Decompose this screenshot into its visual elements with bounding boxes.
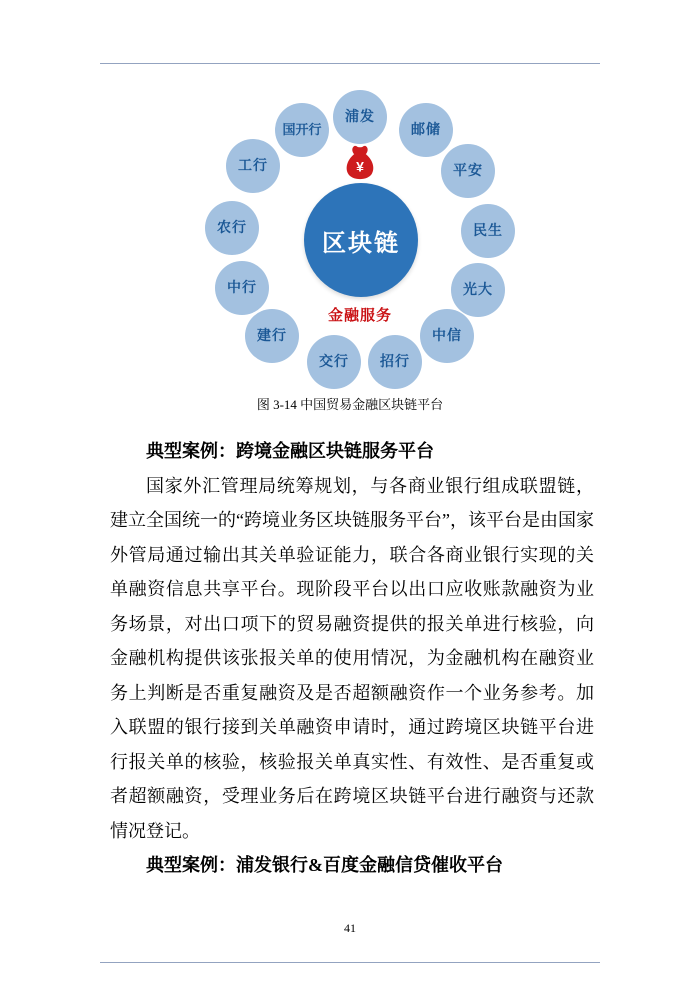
bank-circle: 浦发 xyxy=(333,90,387,144)
blockchain-platform-diagram xyxy=(0,88,700,400)
body-content xyxy=(110,434,594,883)
figure-caption: 图 3-14 中国贸易金融区块链平台 xyxy=(256,397,444,412)
case-paragraph: 国家外汇管理局统筹规划，与各商业银行组成联盟链，建立全国统一的“跨境业务区块链服务平台”，该平台是由国家外管局通过输出其关单验证能力，联合各商业银行实现的关单融资信息共享平台。现阶段平台以出口应收账款融资为业务场景，对出口项下的贸易融资提供的报关单进行核验，向金融机构提供该张报关单的使用情况，为金融机构在融资业务上判断是否重复融资及是否超额融资作一个业务参考。加入联盟的银行接到关单融资申请时，通过跨境区块链平台进行报关单的核验，核验报关单真实性、有效性、是否重复或者超额融资，受理业务后在跨境区块链平台进行融资与还款情况登记。 xyxy=(110,475,594,841)
case-heading-cross-border: 典型案例：跨境金融区块链服务平台 xyxy=(146,441,434,461)
bank-circle: 农行 xyxy=(205,201,259,255)
blockchain-center-circle: 区块链 xyxy=(304,183,418,297)
financial-services-label: 金融服务 xyxy=(327,307,392,324)
bank-circle: 建行 xyxy=(245,309,299,363)
bank-circle: 交行 xyxy=(307,335,361,389)
page-number: 41 xyxy=(344,921,356,935)
case-heading-spdb-baidu: 典型案例：浦发银行&百度金融信贷催收平台 xyxy=(146,855,503,875)
bank-circle: 中行 xyxy=(215,261,269,315)
money-bag-icon xyxy=(344,144,376,182)
bank-circle: 国开行 xyxy=(275,103,329,157)
bank-circle: 中信 xyxy=(420,309,474,363)
yuan-symbol: ¥ xyxy=(356,158,364,175)
footer-rule xyxy=(100,962,600,963)
bank-circle: 工行 xyxy=(226,139,280,193)
bank-circle: 平安 xyxy=(441,144,495,198)
bank-circle: 光大 xyxy=(451,263,505,317)
bank-circle: 民生 xyxy=(461,204,515,258)
header-rule xyxy=(100,63,600,64)
bank-circle: 邮储 xyxy=(399,103,453,157)
bank-circle: 招行 xyxy=(368,335,422,389)
